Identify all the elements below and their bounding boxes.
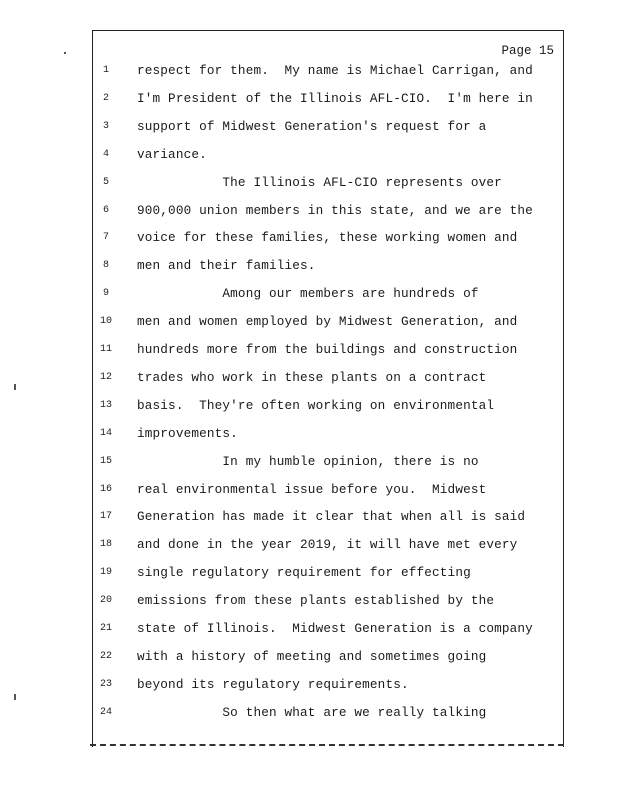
transcript-line: [0, 647, 618, 675]
line-number: 21: [99, 623, 112, 634]
transcript-line: [0, 507, 618, 535]
line-number: 15: [99, 455, 112, 467]
line-number: 20: [99, 595, 112, 607]
line-number: 23: [99, 678, 112, 690]
line-number: 1: [102, 65, 109, 76]
transcript-line: [0, 89, 618, 117]
transcript-line: [0, 675, 618, 703]
line-text: trades who work in these plants on a contract: [137, 369, 487, 385]
transcript-line: [0, 173, 618, 201]
line-text: So then what are we really talking: [137, 704, 487, 720]
transcript-line: [0, 145, 618, 173]
line-number: 5: [102, 176, 109, 188]
line-number: 19: [99, 567, 112, 579]
transcript-line: [0, 368, 618, 396]
line-text: voice for these families, these working women and: [137, 230, 518, 246]
line-text: Among our members are hundreds of: [137, 286, 479, 302]
line-number: 16: [99, 483, 112, 495]
line-text: men and women employed by Midwest Generation, and: [137, 314, 518, 330]
transcript-line: [0, 563, 618, 591]
line-text: Generation has made it clear that when all is said: [137, 509, 526, 525]
transcript-line: [0, 228, 618, 256]
line-number: 2: [102, 92, 109, 104]
transcript-line: [0, 424, 618, 452]
transcript-line: [0, 452, 618, 480]
line-number: 11: [99, 344, 112, 355]
transcript-line: [0, 256, 618, 284]
line-text: respect for them. My name is Michael Carrigan, and: [137, 63, 533, 78]
line-text: hundreds more from the buildings and construction: [137, 342, 518, 357]
line-text: men and their families.: [137, 258, 316, 274]
transcript-line: [0, 340, 618, 368]
line-number: 4: [102, 148, 109, 160]
line-number: 14: [99, 427, 112, 439]
line-text: support of Midwest Generation's request for a: [137, 118, 487, 134]
transcript-line: [0, 284, 618, 312]
line-text: with a history of meeting and sometimes going: [137, 648, 487, 664]
line-text: variance.: [137, 146, 207, 162]
line-number: 9: [102, 288, 109, 300]
line-text: In my humble opinion, there is no: [137, 453, 479, 469]
line-number: 10: [99, 316, 112, 328]
line-text: beyond its regulatory requirements.: [137, 676, 409, 692]
transcript-line: [0, 619, 618, 647]
line-text: emissions from these plants established by the: [137, 593, 495, 609]
transcript-line: [0, 117, 618, 145]
transcript-line: [0, 591, 618, 619]
transcript-line: [0, 61, 618, 89]
scan-mark: [64, 52, 66, 54]
frame-bottom-border: [90, 744, 564, 746]
line-text: state of Illinois. Midwest Generation is a company: [137, 621, 533, 636]
line-number: 12: [99, 371, 112, 383]
transcript-line: [0, 201, 618, 229]
line-number: 22: [99, 650, 112, 662]
page-number: Page 15: [501, 44, 554, 58]
line-text: single regulatory requirement for effecting: [137, 565, 471, 581]
transcript-line: [0, 312, 618, 340]
line-number: 3: [102, 120, 109, 132]
line-text: 900,000 union members in this state, and we are the: [137, 202, 533, 218]
line-number: 13: [99, 399, 112, 411]
line-number: 24: [99, 706, 112, 718]
transcript-line: [0, 396, 618, 424]
line-number: 6: [102, 204, 109, 216]
line-number: 8: [102, 260, 109, 272]
transcript-line: [0, 480, 618, 508]
line-text: and done in the year 2019, it will have met every: [137, 537, 518, 553]
scan-mark: [14, 384, 16, 390]
transcript-line: [0, 535, 618, 563]
line-text: real environmental issue before you. Midwest: [137, 481, 487, 497]
line-text: basis. They're often working on environmental: [137, 397, 495, 413]
line-text: improvements.: [137, 425, 238, 441]
line-number: 17: [99, 511, 112, 523]
line-number: 7: [102, 232, 109, 244]
line-text: I'm President of the Illinois AFL-CIO. I'm here in: [137, 90, 533, 106]
scan-mark: [14, 694, 16, 700]
transcript-line: [0, 703, 618, 731]
line-number: 18: [99, 539, 112, 551]
line-text: The Illinois AFL-CIO represents over: [137, 174, 502, 190]
